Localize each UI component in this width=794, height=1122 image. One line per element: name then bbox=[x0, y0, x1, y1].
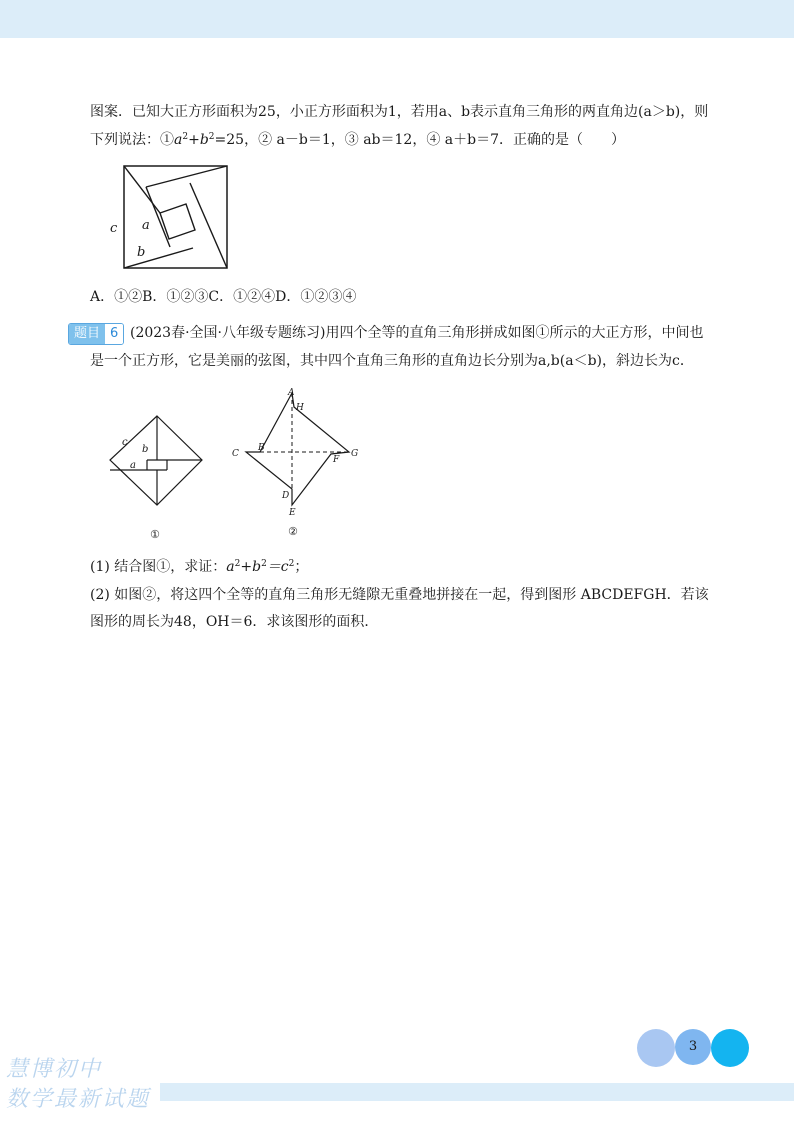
page-dot-3 bbox=[711, 1029, 749, 1067]
q6-figure2-shape bbox=[225, 385, 365, 520]
q6-part2-line1: (2) 如图②，将这四个全等的直角三角形无缝隙无重叠地拼接在一起，得到图形 ABCDEFGH．若该 bbox=[90, 587, 709, 603]
q6-part2-line2: 图形的周长为48，OH＝6．求该图形的面积． bbox=[90, 614, 379, 630]
page-number: 3 bbox=[688, 1039, 698, 1054]
q6-line1: (2023春·全国·八年级专题练习)用四个全等的直角三角形拼成如图①所示的大正方形，中间也 bbox=[130, 325, 704, 341]
fig2-label-D: D bbox=[282, 491, 290, 501]
fig2-label-H: H bbox=[296, 403, 304, 413]
q6-line2: 是一个正方形，它是美丽的弦图，其中四个直角三角形的直角边长分别为a,b(a＜b)，斜边长为c． bbox=[90, 353, 694, 369]
q6-part1: (1) 结合图①，求证：$a^2+b^2=c^2$； bbox=[90, 559, 309, 575]
tag-number: 6 bbox=[105, 324, 123, 344]
fig1-caption: ① bbox=[150, 528, 160, 541]
q5-label-b: b bbox=[137, 245, 146, 260]
fig2-label-B: B bbox=[258, 443, 265, 453]
q5-label-c: c bbox=[110, 221, 118, 236]
top-band bbox=[0, 0, 794, 38]
q5-label-a: a bbox=[142, 218, 150, 233]
fig2-caption: ② bbox=[288, 525, 298, 538]
q5-line1: 图案．已知大正方形面积为25，小正方形面积为1，若用a、b表示直角三角形的两直角边(a＞b)，则 bbox=[90, 104, 709, 120]
fig2-label-E: E bbox=[289, 508, 296, 518]
fig2-label-G: G bbox=[351, 449, 359, 459]
fig1-label-c: c bbox=[122, 437, 128, 448]
fig1-label-a: a bbox=[130, 460, 136, 471]
q5-pinwheel-figure bbox=[100, 160, 240, 275]
fig2-label-A: A bbox=[288, 388, 295, 398]
fig2-label-F: F bbox=[333, 455, 340, 465]
question-tag bbox=[68, 323, 124, 345]
fig1-label-b: b bbox=[142, 444, 149, 455]
q6-figure1-diamond bbox=[100, 410, 215, 540]
fig2-label-C: C bbox=[232, 449, 239, 459]
watermark-line1: 慧博初中 bbox=[6, 1057, 103, 1082]
watermark-line2: 数学最新试题 bbox=[6, 1087, 151, 1112]
tag-label: 题目 bbox=[69, 324, 105, 344]
bottom-band bbox=[160, 1083, 794, 1101]
q5-options: A．①②B．①②③C．①②④D．①②③④ bbox=[90, 289, 357, 305]
page-dot-1 bbox=[637, 1029, 675, 1067]
q5-line2: 下列说法：$①a^2+b^2=25$，② a－b＝1，③ ab＝12，④ a＋b＝7．正确的是（ ） bbox=[90, 132, 625, 148]
